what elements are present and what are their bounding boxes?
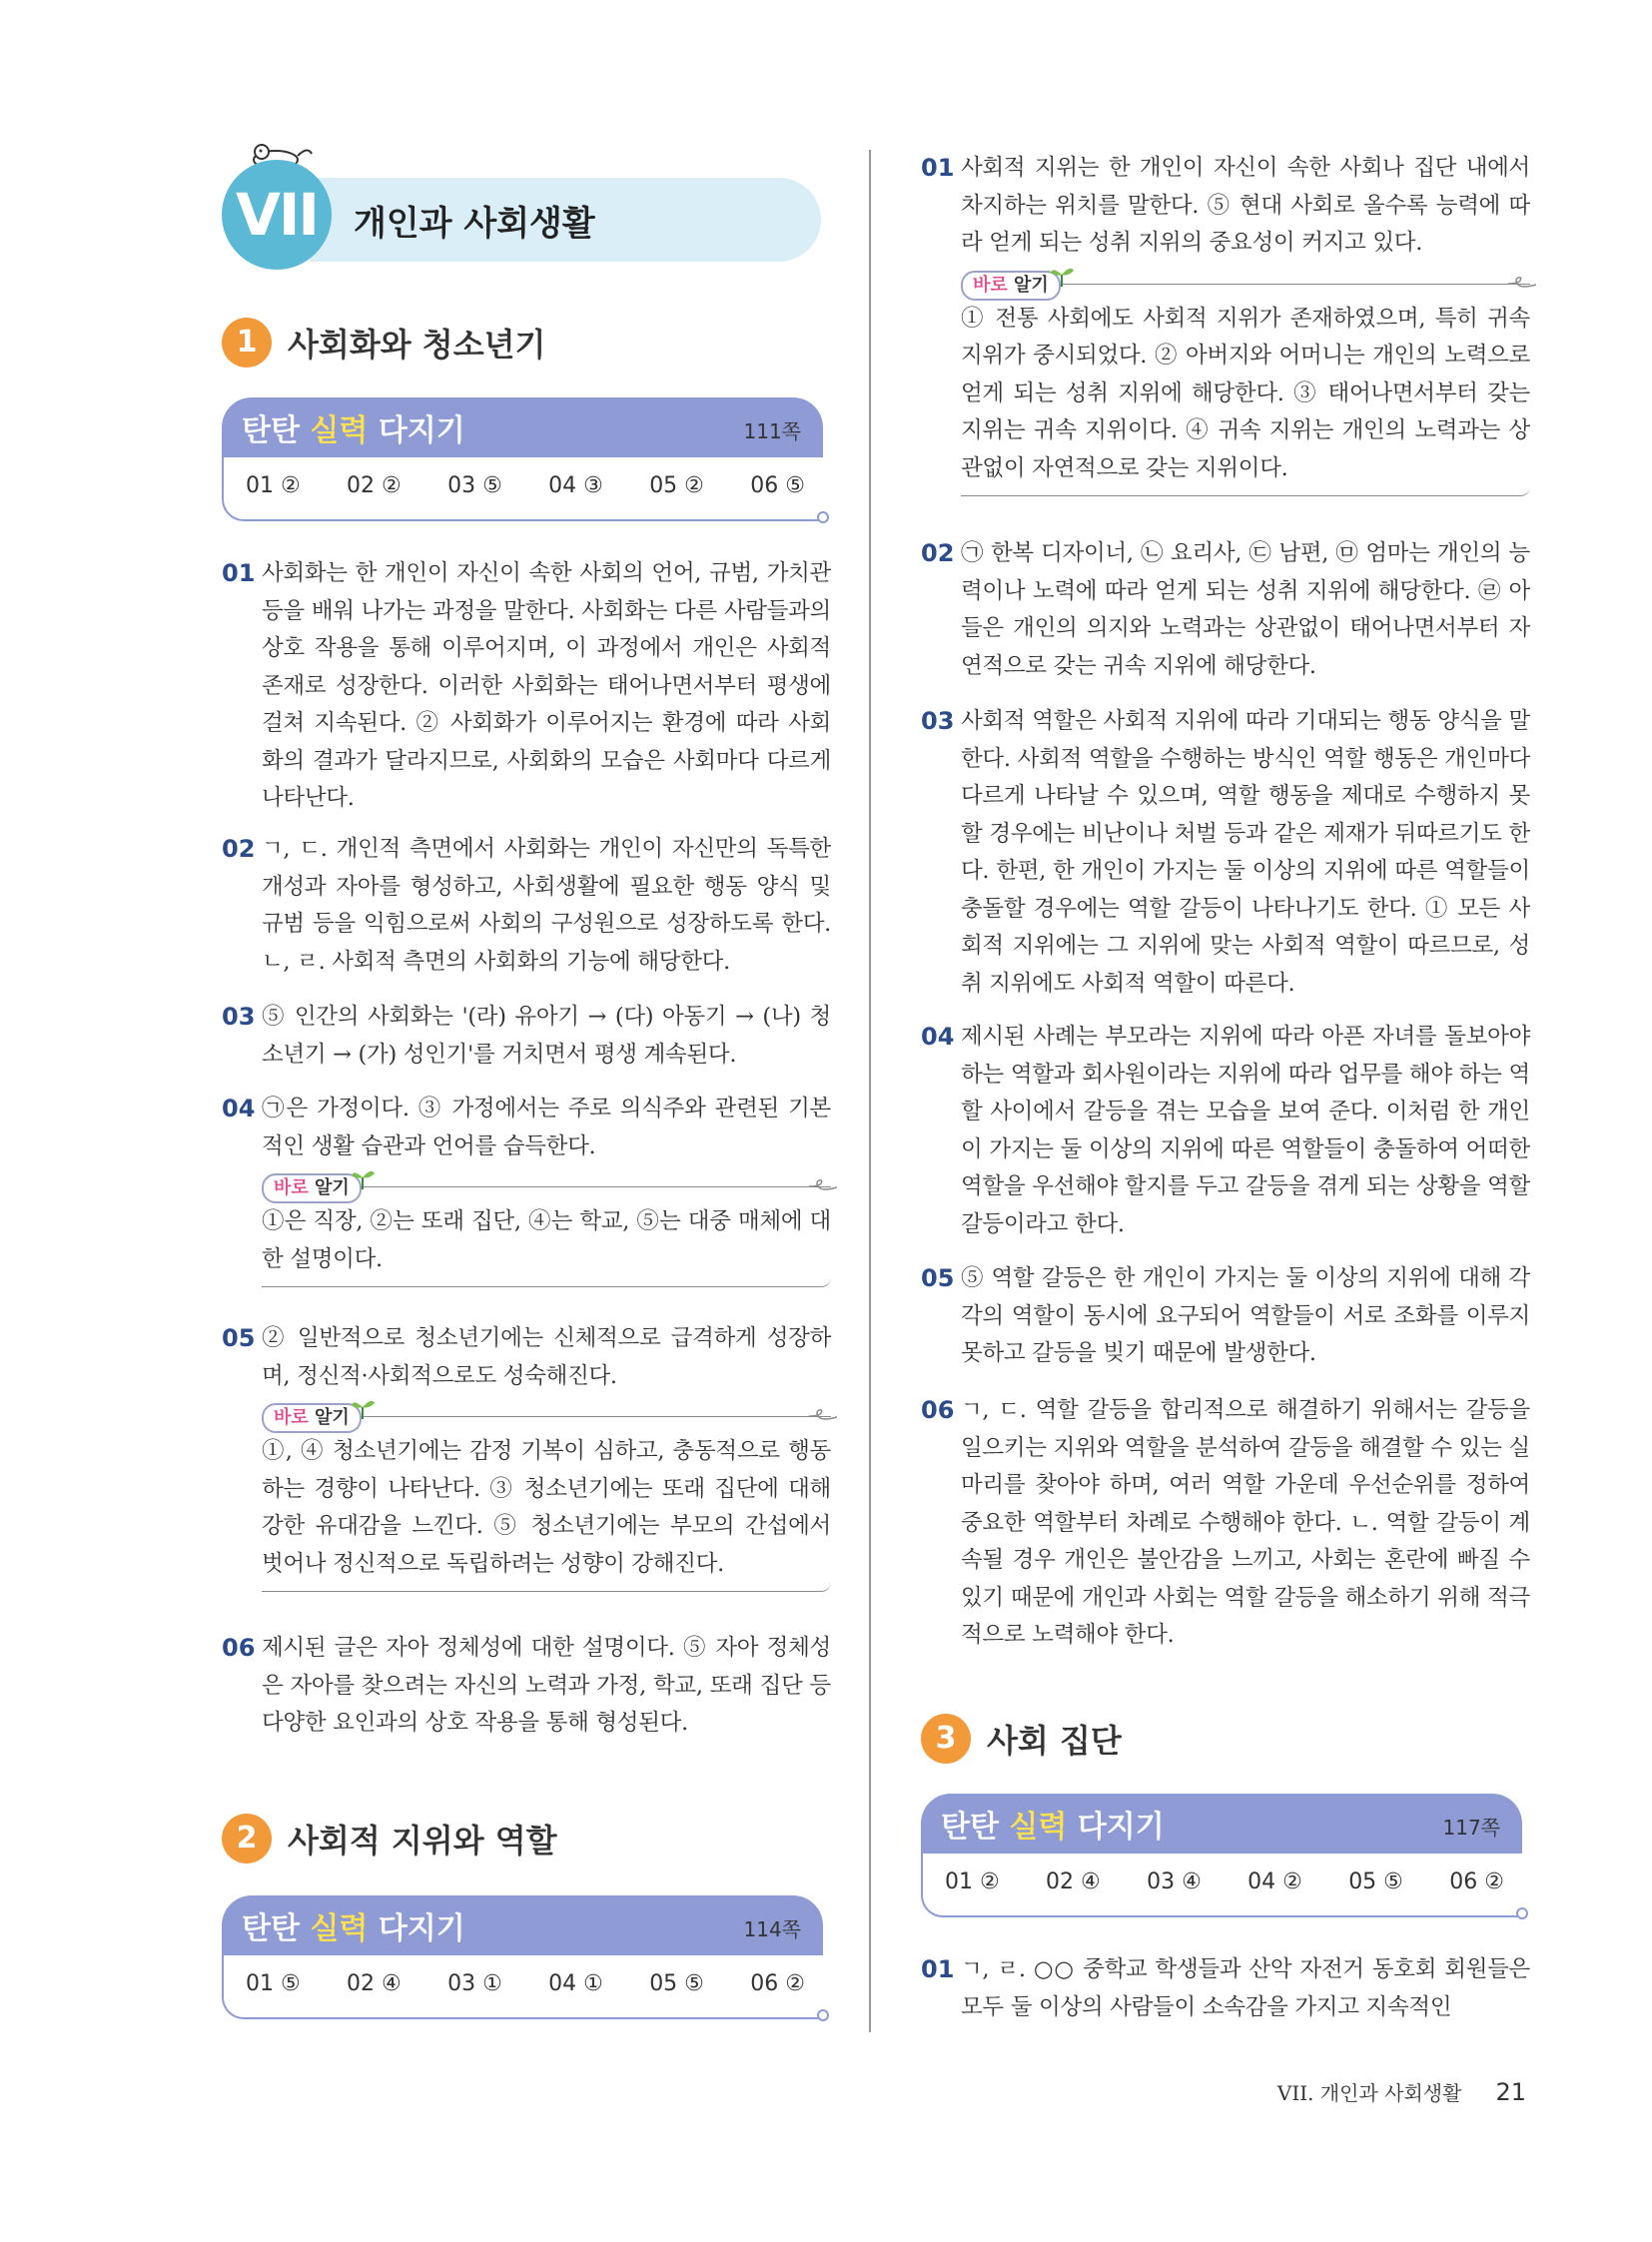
answer: 02 ④ — [1046, 1869, 1101, 1894]
item-text: ㄱ, ㄹ. ○○ 중학교 학생들과 산악 자전거 동호회 회원들은 모두 둘 이상의 사람들이 소속감을 가지고 지속적인 — [961, 1956, 1530, 2020]
section-title: 사회적 지위와 역할 — [288, 1822, 557, 1860]
answer-list — [246, 473, 805, 498]
curl-icon — [1508, 277, 1536, 291]
answer: 01 ⑤ — [246, 1971, 301, 1996]
sprout-icon — [350, 1167, 376, 1189]
item-text: 사회적 역할은 사회적 지위에 따라 기대되는 행동 양식을 말한다. 사회적 역할을 수행하는 방식인 역할 행동은 개인마다 다르게 나타날 수 있으며, 역할 행동을 제대로 수행하지 못할 경우에는 비난이나 처벌 등과 같은 제재가 뒤따르기도 한다. 한편, 한 개인이 가지는 둘 이상의 지위에 따른 역할들이 충돌할 경우에는 역할 갈등이 나타나기도 한다. ① 모든 사회적 지위에는 그 지위에 맞는 사회적 역할이 따르므로, 성취 지위에도 사회적 역할이 따른다. — [961, 708, 1530, 997]
item-text: ㉠ 한복 디자이너, ㉡ 요리사, ㉢ 남편, ㉤ 엄마는 개인의 능력이나 노력에 따라 얻게 되는 성취 지위에 해당한다. ㉣ 아들은 개인의 의지와 노력과는 상관없이 태어나면서부터 자연적으로 갖는 귀속 지위에 해당한다. — [961, 540, 1530, 679]
answer-box-page: 114쪽 — [743, 1917, 801, 1941]
answer-box-title: 탄탄 실력 다지기 — [242, 1911, 465, 1946]
sprout-icon — [350, 1397, 376, 1419]
explanation-item — [222, 999, 831, 1074]
answer-list — [945, 1869, 1504, 1894]
answer-box-title: 탄탄 실력 다지기 — [941, 1810, 1165, 1845]
footer-chapter: VII. 개인과 사회생활 — [1276, 2081, 1462, 2105]
item-text: 사회화는 한 개인이 자신이 속한 사회의 언어, 규범, 가치관 등을 배워 나가는 과정을 말한다. 사회화는 다른 사람들과의 상호 작용을 통해 이루어지며, 이 과정에서 개인은 사회적 존재로 성장한다. 이러한 사회화는 태어나면서부터 평생에 걸쳐 지속된다. ② 사회화가 이루어지는 환경에 따라 사회화의 결과가 달라지므로, 사회화의 모습은 사회마다 다르게 나타난다. — [262, 560, 831, 811]
item-number: 06 — [921, 1396, 955, 1424]
item-text: ㄱ, ㄷ. 역할 갈등을 합리적으로 해결하기 위해서는 갈등을 일으키는 지위와 역할을 분석하여 갈등을 해결할 수 있는 실마리를 찾아야 하며, 여러 역할 가운데 우선순위를 정하여 중요한 역할부터 차례로 수행해야 한다. ㄴ. 역할 갈등이 계속될 경우 개인은 불안감을 느끼고, 사회는 혼란에 빠질 수 있기 때문에 개인과 사회는 역할 갈등을 해소하기 위해 적극적으로 노력해야 한다. — [961, 1397, 1530, 1648]
item-number: 03 — [921, 707, 955, 735]
item-text: ⑤ 역할 갈등은 한 개인이 가지는 둘 이상의 지위에 대해 각각의 역할이 동시에 요구되어 역할들이 서로 조화를 이루지 못하고 갈등을 빚기 때문에 발생한다. — [961, 1265, 1530, 1366]
tip-label: 바로 알기 — [961, 271, 1061, 301]
answer-box-title: 탄탄 실력 다지기 — [242, 413, 465, 448]
sprout-icon — [1049, 265, 1075, 287]
answer-box-111 — [222, 397, 823, 527]
explanation-item — [921, 1019, 1530, 1243]
answer-box-117 — [921, 1794, 1522, 1923]
circle-dot-icon — [817, 2009, 829, 2021]
item-text: 제시된 사례는 부모라는 지위에 따라 아픈 자녀를 돌보아야 하는 역할과 회사원이라는 지위에 따라 업무를 해야 하는 역할 사이에서 갈등을 겪는 모습을 보여 준다. 이처럼 한 개인이 가지는 둘 이상의 지위에 따른 역할들이 충돌하여 어떠한 역할을 우선해야 할지를 두고 갈등을 겪게 되는 상황을 역할 갈등이라고 한다. — [961, 1024, 1530, 1237]
explanation-item — [222, 555, 831, 818]
explanation-item — [222, 1630, 831, 1743]
section-2-heading — [222, 1814, 557, 1864]
tip-text: ①, ④ 청소년기에는 감정 기복이 심하고, 충동적으로 행동하는 경향이 나타난다. ③ 청소년기에는 또래 집단에 대해 강한 유대감을 느낀다. ⑤ 청소년기에는 부모의 간섭에서 벗어나 정신적으로 독립하려는 성향이 강해진다. — [262, 1433, 831, 1592]
section-number: 2 — [222, 1814, 272, 1864]
tip-label: 바로 알기 — [262, 1173, 362, 1203]
item-number: 06 — [222, 1634, 256, 1662]
answer: 04 ① — [548, 1971, 603, 1996]
section-3-heading — [921, 1714, 1122, 1764]
explanation-item — [921, 703, 1530, 1003]
item-number: 02 — [921, 539, 955, 567]
answer: 06 ⑤ — [750, 473, 805, 498]
item-number: 04 — [921, 1023, 955, 1051]
tip-box — [262, 1171, 831, 1287]
item-number: 05 — [921, 1264, 955, 1292]
answer: 05 ② — [649, 473, 704, 498]
tip-text: ① 전통 사회에도 사회적 지위가 존재하였으며, 특히 귀속 지위가 중시되었다. ② 아버지와 어머니는 개인의 노력으로 얻게 되는 성취 지위에 해당한다. ③ 태어나면서부터 갖는 지위는 귀속 지위이다. ④ 귀속 지위는 개인의 노력과는 상관없이 자연적으로 갖는 지위이다. — [961, 301, 1530, 497]
section-title: 사회화와 청소년기 — [288, 326, 546, 364]
page-number: 21 — [1495, 2078, 1526, 2106]
answer: 06 ② — [1449, 1869, 1504, 1894]
section-number: 3 — [921, 1714, 971, 1764]
answer: 05 ⑤ — [1348, 1869, 1403, 1894]
item-text: 제시된 글은 자아 정체성에 대한 설명이다. ⑤ 자아 정체성은 자아를 찾으려는 자신의 노력과 가정, 학교, 또래 집단 등 다양한 요인과의 상호 작용을 통해 형성된다. — [262, 1635, 831, 1736]
circle-dot-icon — [817, 511, 829, 523]
explanation-item — [222, 1091, 831, 1287]
chapter-numeral: VII — [222, 160, 332, 270]
section-number: 1 — [222, 318, 272, 368]
circle-dot-icon — [1516, 1907, 1528, 1919]
item-number: 02 — [222, 835, 256, 863]
item-number: 05 — [222, 1324, 256, 1352]
chapter-header — [222, 140, 821, 266]
tip-box — [961, 269, 1530, 497]
explanation-item — [921, 1260, 1530, 1373]
tip-text: ①은 직장, ②는 또래 집단, ④는 학교, ⑤는 대중 매체에 대한 설명이다. — [262, 1203, 831, 1287]
item-text: ㄱ, ㄷ. 개인적 측면에서 사회화는 개인이 자신만의 독특한 개성과 자아를 형성하고, 사회생활에 필요한 행동 양식 및 규범 등을 익힘으로써 사회의 구성원으로 성장하도록 한다. ㄴ, ㄹ. 사회적 측면의 사회화의 기능에 해당한다. — [262, 836, 831, 975]
answer: 01 ② — [945, 1869, 1000, 1894]
explanation-item — [921, 150, 1530, 496]
item-text: ⑤ 인간의 사회화는 '(라) 유아기 → (다) 아동기 → (나) 청소년기 → (가) 성인기'를 거치면서 평생 계속된다. — [262, 1004, 831, 1068]
explanation-item — [921, 1951, 1530, 2026]
explanation-item — [222, 831, 831, 981]
item-number: 01 — [222, 559, 256, 587]
explanation-item — [921, 1392, 1530, 1655]
answer: 05 ⑤ — [649, 1971, 704, 1996]
curl-icon — [809, 1409, 837, 1423]
answer-box-page: 111쪽 — [743, 419, 801, 443]
item-text: 사회적 지위는 한 개인이 자신이 속한 사회나 집단 내에서 차지하는 위치를 말한다. ⑤ 현대 사회로 올수록 능력에 따라 얻게 되는 성취 지위의 중요성이 커지고 있다. — [961, 155, 1530, 256]
tip-label: 바로 알기 — [262, 1403, 362, 1433]
item-number: 01 — [921, 154, 955, 182]
item-number: 04 — [222, 1095, 256, 1122]
curl-icon — [809, 1179, 837, 1193]
explanation-item — [921, 535, 1530, 685]
answer: 01 ② — [246, 473, 301, 498]
tip-box — [262, 1401, 831, 1592]
answer: 02 ② — [347, 473, 402, 498]
page-footer — [1277, 2077, 1526, 2106]
answer: 04 ③ — [548, 473, 603, 498]
section-1-heading — [222, 318, 545, 368]
answer: 06 ② — [750, 1971, 805, 1996]
answer: 02 ④ — [347, 1971, 402, 1996]
answer-box-page: 117쪽 — [1442, 1816, 1500, 1840]
section-title: 사회 집단 — [987, 1722, 1122, 1760]
answer: 03 ⑤ — [447, 473, 502, 498]
answer: 04 ② — [1247, 1869, 1302, 1894]
item-text: ② 일반적으로 청소년기에는 신체적으로 급격하게 성장하며, 정신적·사회적으로도 성숙해진다. — [262, 1325, 831, 1389]
answer: 03 ① — [447, 1971, 502, 1996]
answer-box-114 — [222, 1895, 823, 2025]
answer: 03 ④ — [1147, 1869, 1202, 1894]
item-number: 01 — [921, 1955, 955, 1983]
item-text: ㉠은 가정이다. ③ 가정에서는 주로 의식주와 관련된 기본적인 생활 습관과 언어를 습득한다. — [262, 1096, 831, 1159]
chapter-title: 개인과 사회생활 — [354, 204, 595, 244]
answer-list — [246, 1971, 805, 1996]
item-number: 03 — [222, 1003, 256, 1031]
explanation-item — [222, 1320, 831, 1592]
column-divider — [869, 150, 871, 2032]
